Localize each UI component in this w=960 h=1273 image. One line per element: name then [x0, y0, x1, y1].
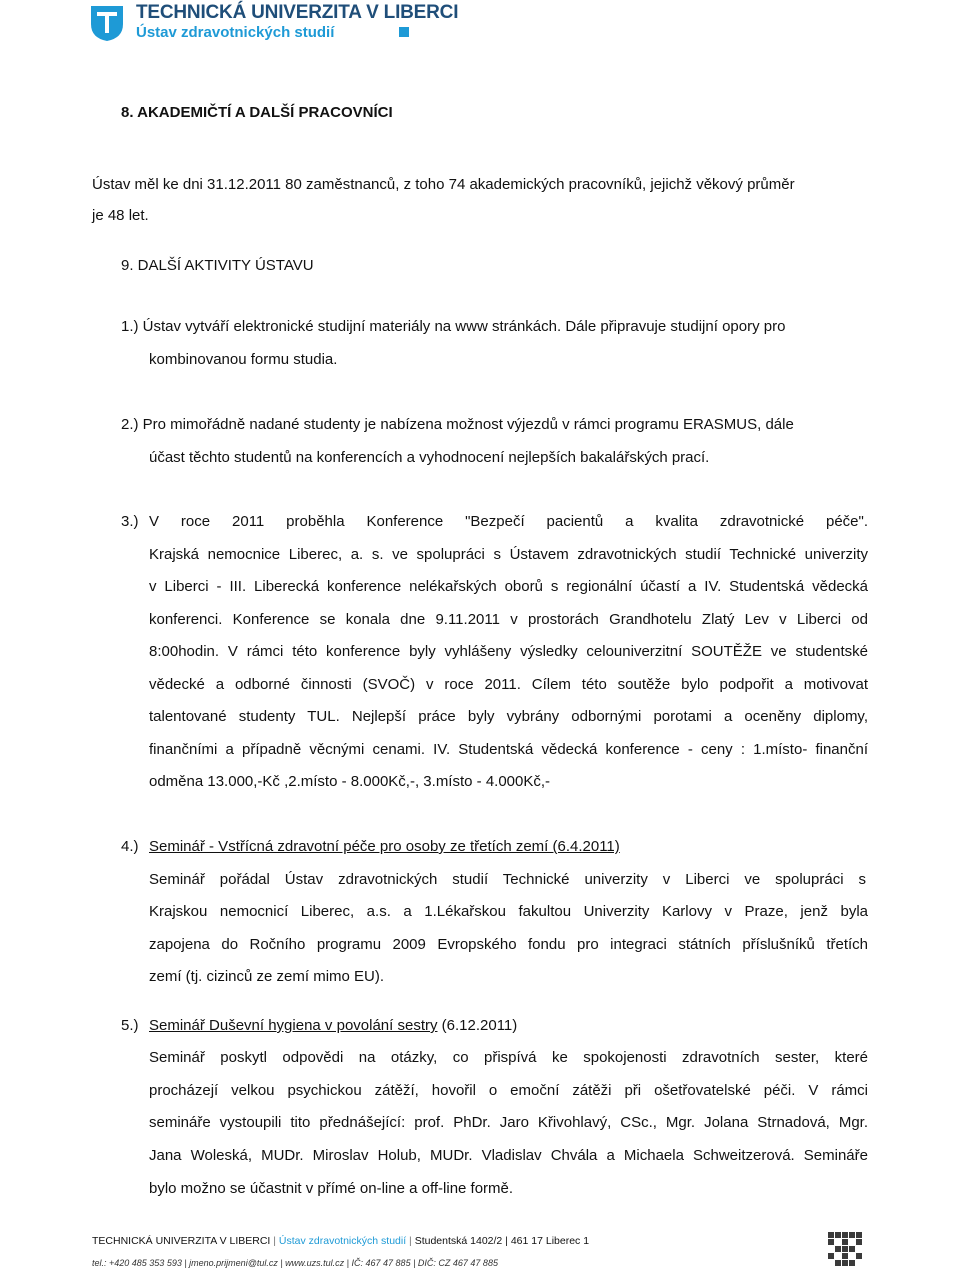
item-5-line: bylo možno se účastnit v přímé on-line a off-line formě. — [149, 1180, 514, 1197]
item-1-line-1: 1.) Ústav vytváří elektronické studijní materiály na www stránkách. Dále připravuje studijní opory pro — [121, 318, 786, 335]
section-8-title: 8. AKADEMIČTÍ A DALŠÍ PRACOVNÍCI — [121, 104, 393, 121]
header-university: TECHNICKÁ UNIVERZITA V LIBERCI — [136, 2, 459, 23]
item-3-line: vědecké a odborné činnosti (SVOČ) v roce 2011. Cílem této soutěže bylo podpořit a motivovat — [149, 676, 868, 693]
footer-contact: tel.: +420 485 353 593 | jmeno.prijmeni@tul.cz | www.uzs.tul.cz | IČ: 467 47 885 | DIČ: CZ 467 47 885 — [92, 1258, 498, 1268]
footer-address: Studentská 1402/2 | 461 17 Liberec 1 — [414, 1235, 590, 1247]
item-4-line: zemí (tj. cizinců ze zemí mimo EU). — [149, 968, 385, 985]
item-5-line: Jana Woleská, MUDr. Miroslav Holub, MUDr. Vladislav Chvála a Michaela Schweitzerová. Semináře — [149, 1147, 868, 1164]
item-5-date: (6.12.2011) — [437, 1017, 518, 1034]
item-5-number: 5.) — [121, 1017, 139, 1034]
footer-university: TECHNICKÁ UNIVERZITA V LIBERCI — [92, 1235, 271, 1247]
item-5-line: semináře vystoupili tito přednášející: prof. PhDr. Jaro Křivohlavý, CSc., Mgr. Jolana Strnadová, Mgr. — [149, 1114, 868, 1131]
item-3-line: Krajská nemocnice Liberec, a. s. ve spolupráci s Ústavem zdravotnických studií Technické univerzity — [149, 546, 868, 563]
item-2-line-2: účast těchto studentů na konferencích a vyhodnocení nejlepších bakalářských prací. — [149, 449, 710, 466]
header-square-mark — [399, 27, 409, 37]
item-3-line: talentované studenty TUL. Nejlepší práce byly vybrány odbornými porotami a oceněny diplomy, — [149, 708, 868, 725]
item-3-number: 3.) — [121, 513, 139, 530]
tul-pixel-logo-icon — [828, 1232, 862, 1266]
footer-institute: Ústav zdravotnických studií — [278, 1235, 407, 1247]
section-9-title: 9. DALŠÍ AKTIVITY ÚSTAVU — [121, 257, 314, 274]
item-3-line: finančními a případně věcnými cenami. IV. Studentská vědecká konference - ceny : 1.místo- finanční — [149, 741, 868, 758]
item-5-line: Seminář poskytl odpovědi na otázky, co přispívá ke spokojenosti zdravotních sester, které — [149, 1049, 868, 1066]
item-2-line-1: 2.) Pro mimořádně nadané studenty je nabízena možnost výjezdů v rámci programu ERASMUS, dále — [121, 416, 794, 433]
item-4-number: 4.) — [121, 838, 139, 855]
header-institute: Ústav zdravotnických studií — [136, 24, 335, 41]
item-4-line: Krajskou nemocnicí Liberec, a.s. a 1.Lékařskou fakultou Univerzity Karlovy v Praze, jenž byla — [149, 903, 868, 920]
item-5-line: procházejí velkou psychickou zátěží, hovořil o emoční zátěži při ošetřovatelské péči. V rámci — [149, 1082, 868, 1099]
s8-line-1: Ústav měl ke dni 31.12.2011 80 zaměstnanců, z toho 74 akademických pracovníků, jejichž věkový průměr — [92, 176, 795, 193]
item-3-line: V roce 2011 proběhla Konference "Bezpečí pacientů a kvalita zdravotnické péče". — [149, 513, 868, 530]
item-3-line: konferenci. Konference se konala dne 9.11.2011 v prostorách Grandhotelu Zlatý Lev v Liberci od — [149, 611, 868, 628]
item-5-title-wrap — [149, 1017, 517, 1035]
s8-line-2: je 48 let. — [92, 207, 149, 224]
item-1-line-2: kombinovanou formu studia. — [149, 351, 338, 368]
item-4-line: zapojena do Ročního programu 2009 Evropského fondu pro integraci státních příslušníků třetích — [149, 936, 868, 953]
item-3-line: v Liberci - III. Liberecká konference nelékařských oborů s regionální účastí a IV. Studentská vědecká — [149, 578, 868, 595]
footer-address-line: TECHNICKÁ UNIVERZITA V LIBERCI | Ústav zdravotnických studií | Studentská 1402/2 | 461 17 Liberec 1 — [92, 1235, 590, 1247]
item-4-line: Seminář pořádal Ústav zdravotnických studií Technické univerzity v Liberci ve spolupráci s — [149, 871, 866, 888]
item-3-line: odměna 13.000,-Kč ,2.místo - 8.000Kč,-, 3.místo - 4.000Kč,- — [149, 773, 551, 790]
item-4-title: Seminář - Vstřícná zdravotní péče pro osoby ze třetích zemí (6.4.2011) — [149, 838, 620, 855]
item-3-line: 8:00hodin. V rámci této konference byly vyhlášeny výsledky celouniverzitní SOUTĚŽE ve studentské — [149, 643, 868, 660]
item-5-title: Seminář Duševní hygiena v povolání sestry — [149, 1017, 438, 1034]
tul-logo-icon — [88, 4, 126, 42]
